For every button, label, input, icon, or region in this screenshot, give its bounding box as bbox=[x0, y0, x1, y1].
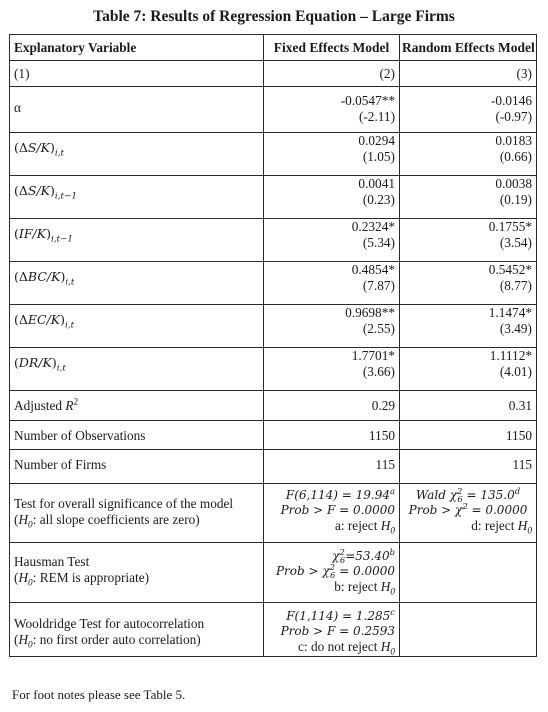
t-statistic: (3.49) bbox=[499, 321, 532, 336]
coefficient: 0.9698** bbox=[345, 305, 395, 320]
variable-label: $(\Delta EC/K)_{i,t}$ bbox=[14, 312, 75, 331]
table-row bbox=[10, 262, 537, 305]
table-row bbox=[10, 133, 537, 176]
firms-label: Number of Firms bbox=[14, 457, 107, 472]
coefficient: 0.5452* bbox=[488, 262, 532, 277]
header-row bbox=[10, 35, 537, 61]
coefficient: -0.0146 bbox=[491, 93, 532, 108]
coefficient: 0.0038 bbox=[495, 176, 532, 191]
firms-random: 115 bbox=[512, 457, 532, 472]
wooldridge-label: Wooldridge Test for autocorrelation ($H_0$: no first order auto correlation) bbox=[14, 616, 205, 651]
coefficient: 0.2324* bbox=[351, 219, 395, 234]
variable-label: $(IF/K)_{i,t-1}$ bbox=[14, 226, 73, 245]
t-statistic: (0.66) bbox=[499, 149, 532, 164]
table-row bbox=[10, 348, 537, 391]
wooldridge-fixed: F(1,114) = 1.285$^c$ Prob > F = 0.2593 c: do not reject $H_0$ bbox=[280, 607, 395, 658]
table-title: Table 7: Results of Regression Equation – Large Firms bbox=[93, 8, 455, 25]
table-row bbox=[10, 305, 537, 348]
footnote: For foot notes please see Table 5. bbox=[12, 687, 186, 702]
table-row bbox=[10, 219, 537, 262]
numbering-col3: (3) bbox=[400, 61, 537, 87]
coefficient: 0.4854* bbox=[351, 262, 395, 277]
t-statistic: (0.23) bbox=[362, 192, 395, 207]
adjusted-r2-fixed: 0.29 bbox=[371, 398, 395, 413]
adjusted-r2-label: Adjusted $R^2$ bbox=[14, 397, 79, 413]
table-row bbox=[10, 543, 537, 603]
variable-label: $(\Delta S/K)_{i,t-1}$ bbox=[14, 183, 77, 202]
table-row bbox=[10, 450, 537, 484]
firms-fixed: 115 bbox=[375, 457, 395, 472]
coefficient: -0.0547** bbox=[340, 93, 395, 108]
table-row bbox=[10, 603, 537, 657]
coefficient: 1.1474* bbox=[488, 305, 532, 320]
regression-table bbox=[9, 34, 537, 657]
observations-random: 1150 bbox=[505, 428, 532, 443]
t-statistic: (7.87) bbox=[362, 278, 395, 293]
coefficient: 0.0183 bbox=[495, 133, 532, 148]
t-statistic: (3.54) bbox=[499, 235, 532, 250]
coefficient: 0.0294 bbox=[358, 133, 395, 148]
header-random-effects: Random Effects Model bbox=[400, 35, 537, 61]
table-row bbox=[10, 87, 537, 133]
hausman-label: Hausman Test ($H_0$: REM is appropriate) bbox=[14, 554, 150, 589]
variable-label: $(DR/K)_{i,t}$ bbox=[14, 355, 66, 374]
t-statistic: (2.55) bbox=[362, 321, 395, 336]
variable-label: $(\Delta S/K)_{i,t}$ bbox=[14, 140, 65, 159]
coefficient: 0.0041 bbox=[358, 176, 395, 191]
header-fixed-effects: Fixed Effects Model bbox=[264, 35, 400, 61]
coefficient: 1.1112* bbox=[489, 348, 532, 363]
table-row bbox=[10, 176, 537, 219]
t-statistic: (8.77) bbox=[499, 278, 532, 293]
observations-label: Number of Observations bbox=[14, 428, 146, 443]
t-statistic: (1.05) bbox=[362, 149, 395, 164]
header-variable: Explanatory Variable bbox=[10, 35, 264, 61]
t-statistic: (-2.11) bbox=[358, 109, 395, 124]
overall-test-random: Wald $\chi^2_6 = 135.0^d$ Prob > $\chi^2 = 0.0000$ d: reject $H_0$ bbox=[408, 486, 532, 537]
variable-label: α bbox=[14, 100, 21, 115]
overall-test-label: Test for overall significance of the model ($H_0$: all slope coefficients are zero) bbox=[14, 496, 234, 531]
numbering-row bbox=[10, 61, 537, 87]
t-statistic: (-0.97) bbox=[495, 109, 532, 124]
t-statistic: (3.66) bbox=[362, 364, 395, 379]
overall-test-fixed: F(6,114) = 19.94$^a$ Prob > F = 0.0000 a: reject $H_0$ bbox=[280, 486, 395, 537]
t-statistic: (0.19) bbox=[499, 192, 532, 207]
hausman-fixed: $\chi^2_6=53.40^b$ Prob > $\chi^2_6 = 0.0000$ b: reject $H_0$ bbox=[275, 547, 395, 598]
numbering-col2: (2) bbox=[264, 61, 400, 87]
adjusted-r2-random: 0.31 bbox=[508, 398, 532, 413]
table-row bbox=[10, 391, 537, 421]
table-row bbox=[10, 421, 537, 450]
coefficient: 1.7701* bbox=[351, 348, 395, 363]
variable-label: $(\Delta BC/K)_{i,t}$ bbox=[14, 269, 75, 288]
t-statistic: (5.34) bbox=[362, 235, 395, 250]
observations-fixed: 1150 bbox=[368, 428, 395, 443]
coefficient: 0.1755* bbox=[488, 219, 532, 234]
table-row bbox=[10, 484, 537, 543]
numbering-col1: (1) bbox=[10, 61, 264, 87]
t-statistic: (4.01) bbox=[499, 364, 532, 379]
